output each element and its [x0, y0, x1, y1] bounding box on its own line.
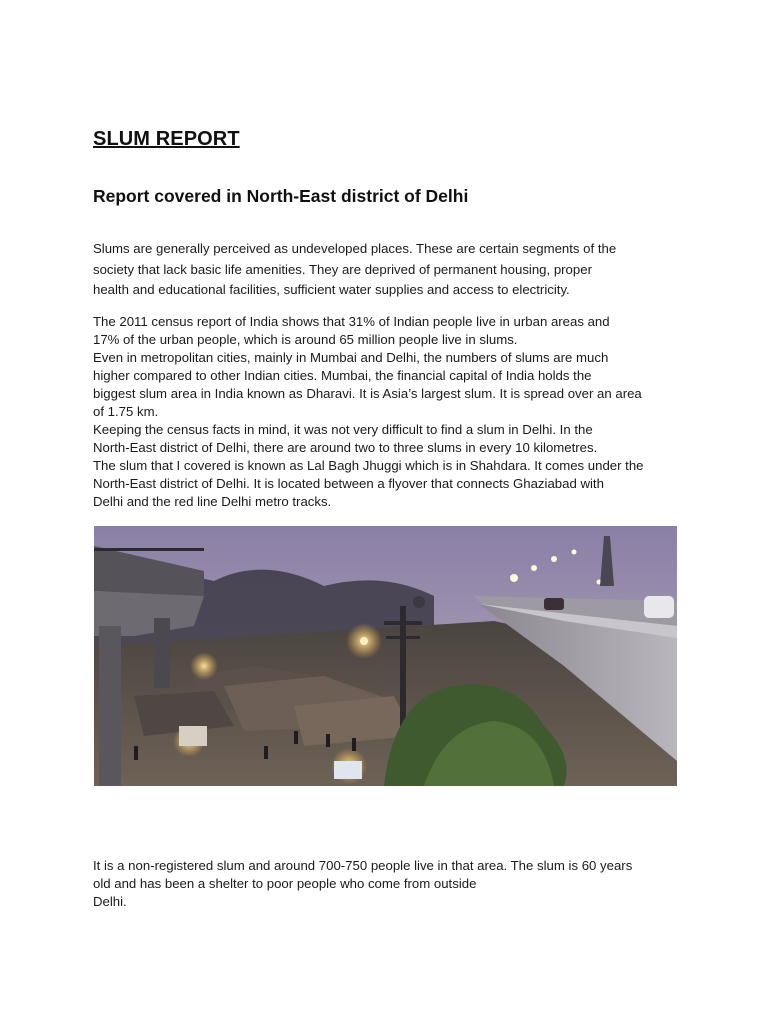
text-line: old and has been a shelter to poor people who come from outside [93, 876, 477, 891]
text-line: health and educational facilities, sufficient water supplies and access to electricity. [93, 282, 570, 297]
text-line: of 1.75 km. [93, 404, 159, 419]
body-paragraph [93, 313, 683, 511]
text-line: 17% of the urban people, which is around 65 million people live in slums. [93, 332, 518, 347]
text-line: biggest slum area in India known as Dharavi. It is Asia’s largest slum. It is spread over an area [93, 386, 642, 401]
text-line: Slums are generally perceived as undeveloped places. These are certain segments of the [93, 241, 617, 256]
document-title: SLUM REPORT [93, 128, 240, 150]
text-line: Delhi and the red line Delhi metro tracks. [93, 494, 332, 509]
text-line: Delhi. [93, 894, 127, 909]
text-line: higher compared to other Indian cities. Mumbai, the financial capital of India holds the [93, 368, 592, 383]
text-line: The 2011 census report of India shows that 31% of Indian people live in urban areas and [93, 314, 610, 329]
intro-paragraph [93, 239, 683, 301]
text-line: North-East district of Delhi, there are around two to three slums in every 10 kilometres. [93, 440, 598, 455]
closing-paragraph [93, 857, 683, 911]
text-line: It is a non-registered slum and around 700-750 people live in that area. The slum is 60 years [93, 858, 633, 873]
text-line: North-East district of Delhi. It is located between a flyover that connects Ghaziabad with [93, 476, 604, 491]
text-line: society that lack basic life amenities. They are deprived of permanent housing, proper [93, 261, 592, 277]
text-line: The slum that I covered is known as Lal Bagh Jhuggi which is in Shahdara. It comes under the [93, 458, 644, 473]
text-line: Even in metropolitan cities, mainly in Mumbai and Delhi, the numbers of slums are much [93, 350, 609, 365]
text-line: Keeping the census facts in mind, it was not very difficult to find a slum in Delhi. In the [93, 422, 593, 437]
slum-photo [94, 526, 677, 786]
document-subtitle: Report covered in North-East district of Delhi [93, 186, 469, 206]
